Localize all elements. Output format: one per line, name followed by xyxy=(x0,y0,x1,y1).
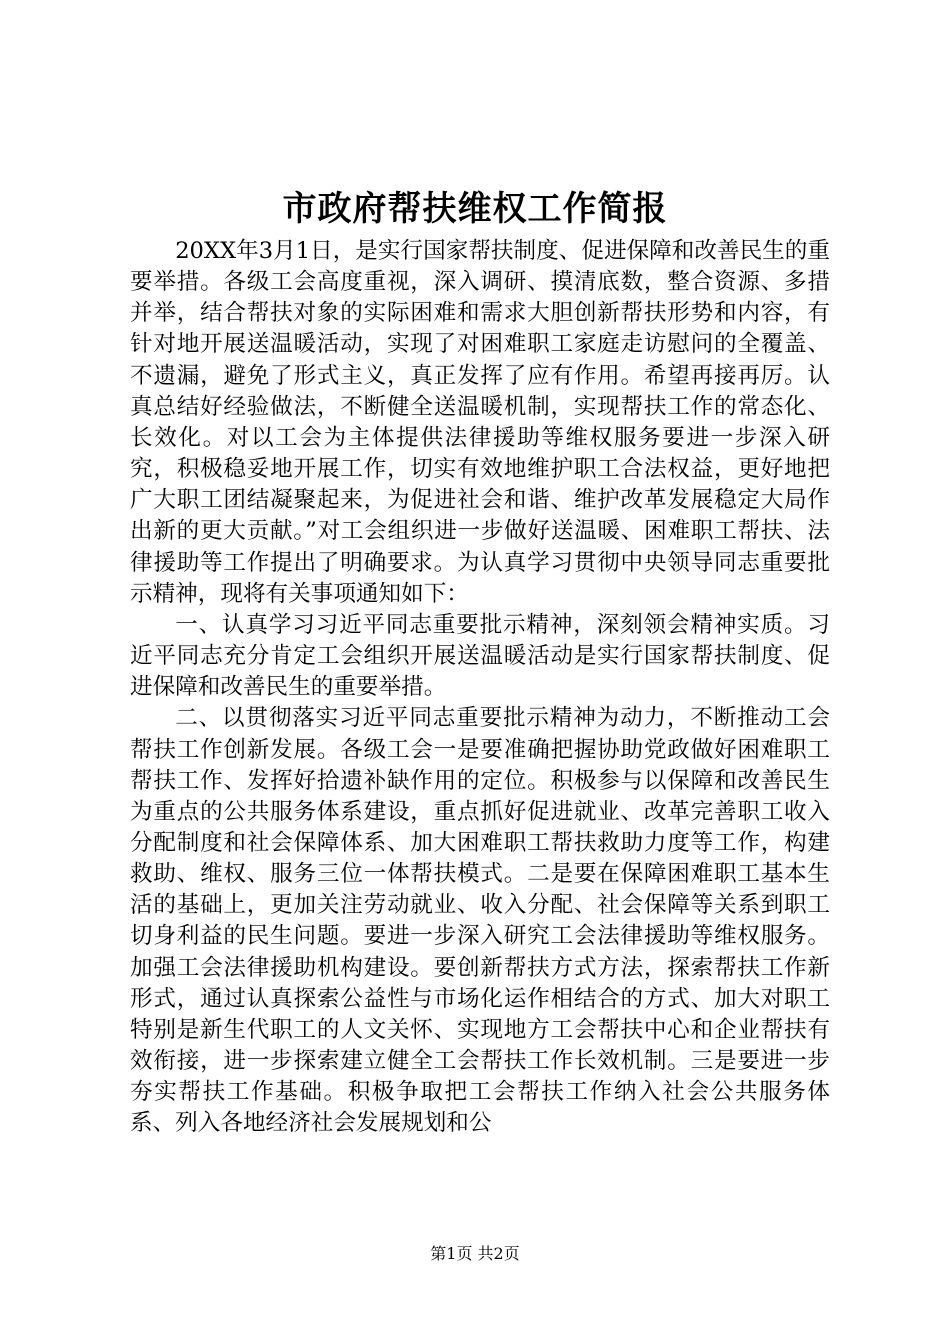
body-paragraph-intro: 20XX年3月1日，是实行国家帮扶制度、促进保障和改善民生的重要举措。各级工会高度重视，深入调研、摸清底数，整合资源、多措并举，结合帮扶对象的实际困难和需求大胆创新帮扶形势和内容，有针对地开展送温暖活动，实现了对困难职工家庭走访慰问的全覆盖、不遗漏，避免了形式主义，真正发挥了应有作用。希望再接再厉。认真总结好经验做法，不断健全送温暖机制，实现帮扶工作的常态化、长效化。对以工会为主体提供法律援助等维权服务要进一步深入研究，积极稳妥地开展工作，切实有效地维护职工合法权益，更好地把广大职工团结凝聚起来，为促进社会和谐、维护改革发展稳定大局作出新的更大贡献。”对工会组织进一步做好送温暖、困难职工帮扶、法律援助等工作提出了明确要求。为认真学习贯彻中央领导同志重要批示精神，现将有关事项通知如下： xyxy=(130,238,830,607)
page-number-footer: 第1页 共2页 xyxy=(430,1244,520,1263)
body-paragraph-item-2: 二、以贯彻落实习近平同志重要批示精神为动力，不断推动工会帮扶工作创新发展。各级工会一是要准确把握协助党政做好困难职工帮扶工作、发挥好拾遗补缺作用的定位。积极参与以保障和改善民生为重点的公共服务体系建设，重点抓好促进就业、改革完善职工收入分配制度和社会保障体系、加大困难职工帮扶救助力度等工作，构建救助、维权、服务三位一体帮扶模式。二是要在保障困难职工基本生活的基础上，更加关注劳动就业、收入分配、社会保障等关系到职工切身利益的民生问题。要进一步深入研究工会法律援助等维权服务。加强工会法律援助机构建设。要创新帮扶方式方法，探索帮扶工作新形式，通过认真探索公益性与市场化运作相结合的方式、加大对职工特别是新生代职工的人文关怀、实现地方工会帮扶中心和企业帮扶有效衔接，进一步探索建立健全工会帮扶工作长效机制。三是要进一步夯实帮扶工作基础。积极争取把工会帮扶工作纳入社会公共服务体系、列入各地经济社会发展规划和公 xyxy=(130,705,830,1137)
body-paragraph-item-1: 一、认真学习习近平同志重要批示精神，深刻领会精神实质。习近平同志充分肯定工会组织开展送温暖活动是实行国家帮扶制度、促进保障和改善民生的重要举措。 xyxy=(130,611,830,701)
document-title: 市政府帮扶维权工作简报 xyxy=(282,189,668,229)
document-body xyxy=(130,236,830,1140)
